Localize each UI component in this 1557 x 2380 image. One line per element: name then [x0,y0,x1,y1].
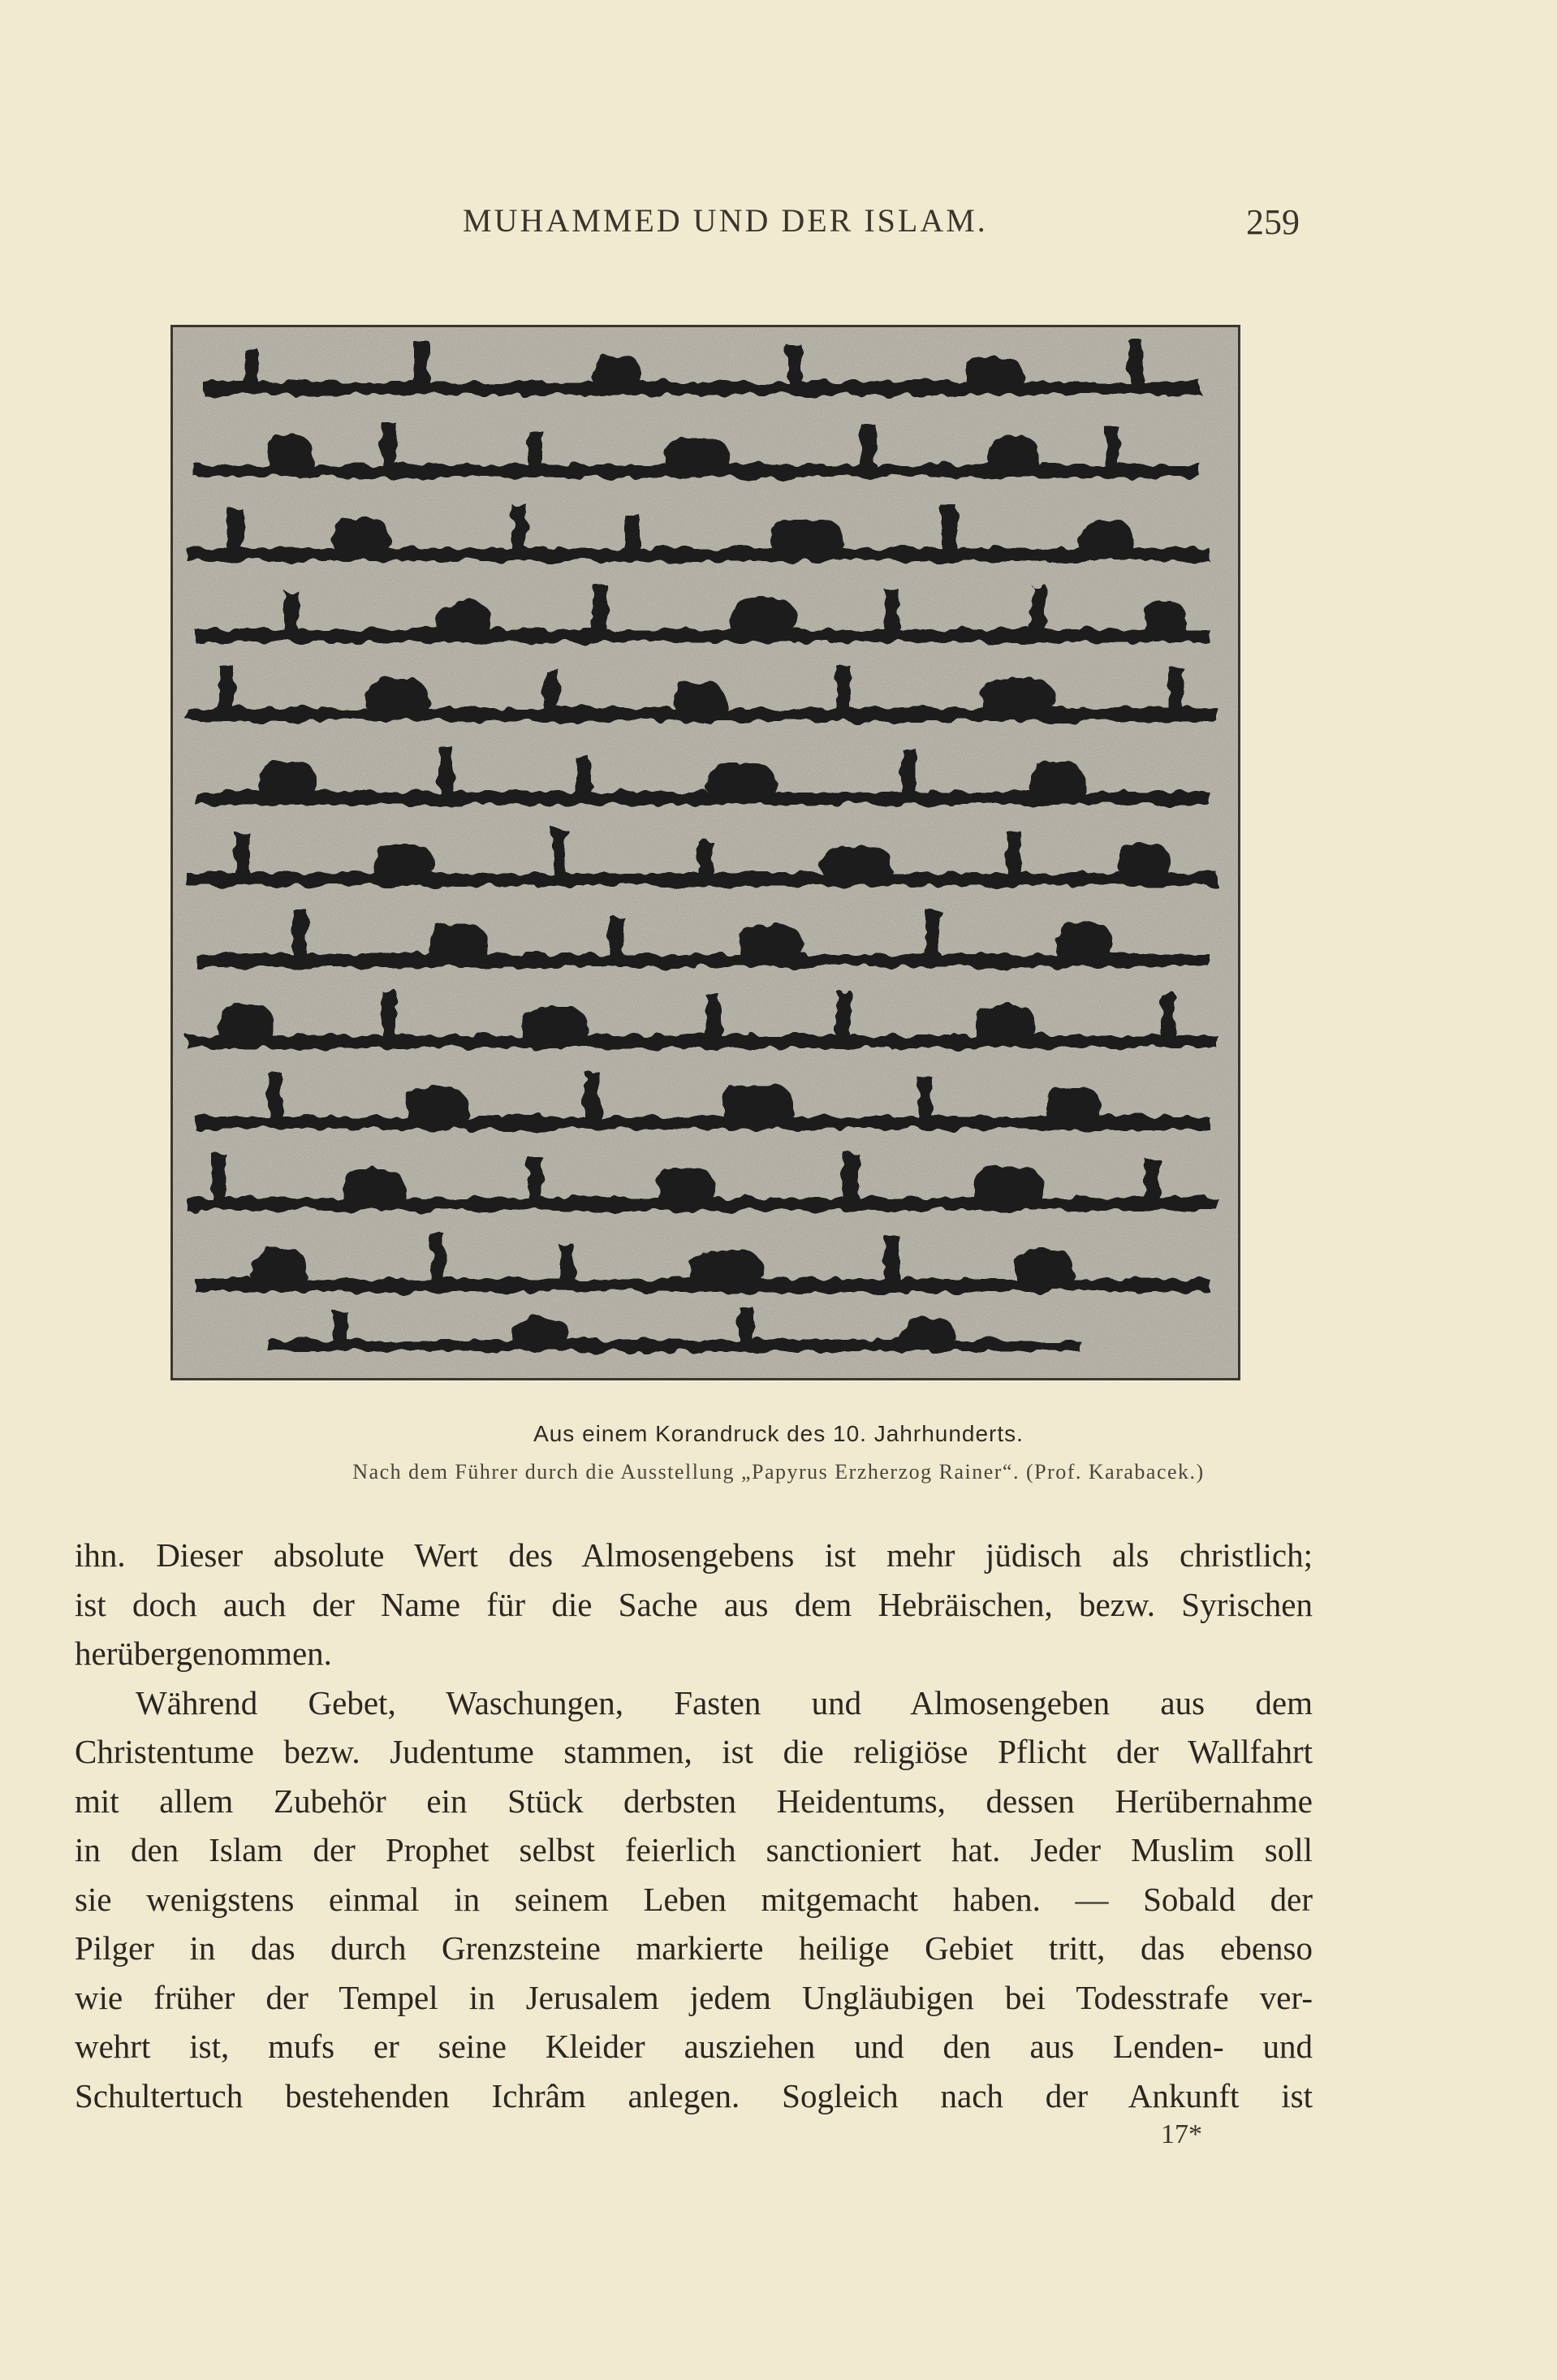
text-line: wie früher der Tempel in Jerusalem jedem Ungläubigen bei Todesstrafe ver- [75,1978,1313,2016]
text-line: mit allem Zubehör ein Stück derbsten Heidentums, dessen Herübernahme [75,1782,1313,1820]
manuscript-plate-image [170,325,1240,1380]
figure-caption: Aus einem Korandruck des 10. Jahrhunderts. [533,1421,1024,1446]
text-line: ihn. Dieser absolute Wert des Almosengebens ist mehr jüdisch als christlich; [75,1536,1313,1574]
figure-source-note: Nach dem Führer durch die Ausstellung „Papyrus Erzherzog Rainer“. (Prof. Karabacek.) [352,1460,1205,1484]
text-line: ist doch auch der Name für die Sache aus dem Hebräischen, bezw. Syrischen [75,1585,1313,1623]
kufic-script-illustration [170,325,1240,1380]
body-text [75,1531,1313,2120]
paragraph-2 [75,1678,1313,2121]
signature-mark: 17* [1161,2119,1202,2149]
page-number: 259 [1246,202,1300,242]
text-line: Pilger in das durch Grenzsteine markierte heilige Gebiet tritt, das ebenso [75,1929,1313,1967]
text-line: Während Gebet, Waschungen, Fasten und Almosengeben aus dem [136,1683,1313,1721]
running-title: MUHAMMED UND DER ISLAM. [463,202,988,239]
paragraph-1 [75,1531,1313,1678]
text-line: herübergenommen. [75,1635,332,1672]
text-line: Christentume bezw. Judentume stammen, ist die religiöse Pflicht der Wallfahrt [75,1733,1313,1770]
running-head [0,201,1557,250]
text-line: in den Islam der Prophet selbst feierlich sanctioniert hat. Jeder Muslim soll [75,1831,1313,1868]
text-line: sie wenigstens einmal in seinem Leben mitgemacht haben. — Sobald der [75,1880,1313,1918]
text-line: wehrt ist, mufs er seine Kleider ausziehen und den aus Lenden- und [75,2028,1313,2065]
text-line: Schultertuch bestehenden Ichrâm anlegen. Sogleich nach der Ankunft ist [75,2076,1313,2114]
